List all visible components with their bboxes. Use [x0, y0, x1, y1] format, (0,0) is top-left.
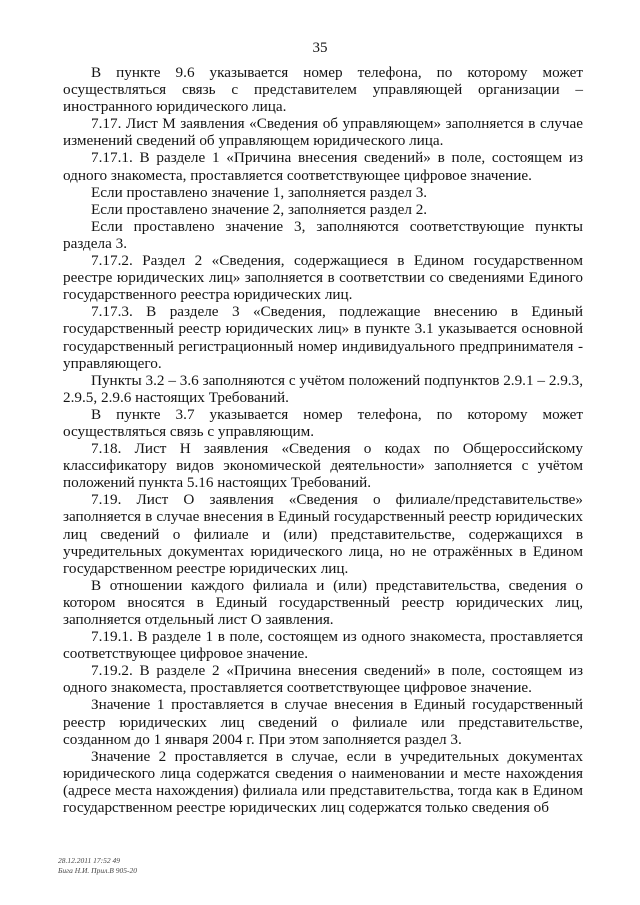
paragraph: 7.17.3. В разделе 3 «Сведения, подлежащие внесению в Единый государственный реестр юридических лиц» в пункте 3.1 указывается основной государственный регистрационный номер индивидуального предпринимателя - управляющего.: [63, 303, 583, 372]
paragraph: 7.19.2. В разделе 2 «Причина внесения сведений» в поле, состоящем из одного знакоместа, проставляется соответствующее цифровое значение.: [63, 662, 583, 697]
paragraph: 7.19. Лист О заявления «Сведения о филиале/представительстве» заполняется в случае внесения в Единый государственный реестр юридических лиц сведений о филиале и (или) представительстве, содержащихся в учредительных документах юридического лица, но не отражённых в Едином государственном реестре юридических лиц.: [63, 491, 583, 577]
paragraph: 7.17.1. В разделе 1 «Причина внесения сведений» в поле, состоящем из одного знакоместа, проставляется соответствующее цифровое значение.: [63, 149, 583, 184]
paragraph: Если проставлено значение 1, заполняется раздел 3.: [91, 183, 428, 201]
paragraph: Пункты 3.2 – 3.6 заполняются с учётом положений подпунктов 2.9.1 – 2.9.3, 2.9.5, 2.9.6 настоящих Требований.: [63, 371, 583, 406]
page-number: 35: [312, 40, 328, 56]
paragraph: В отношении каждого филиала и (или) представительства, сведения о котором вносятся в Единый государственный реестр юридических лиц, заполняется отдельный лист О заявления.: [63, 576, 583, 628]
paragraph: 7.18. Лист Н заявления «Сведения о кодах по Общероссийскому классификатору видов экономической деятельности» заполняется с учётом положений пункта 5.16 настоящих Требований.: [63, 440, 583, 492]
paragraph: В пункте 3.7 указывается номер телефона, по которому может осуществляться связь с управляющим.: [63, 405, 583, 440]
footer-file-reference: Бига Н.И. Прил.В 905-20: [58, 866, 137, 875]
page-footer: [58, 856, 137, 876]
document-text: [63, 64, 583, 816]
paragraph: 7.17.2. Раздел 2 «Сведения, содержащиеся в Едином государственном реестре юридических лиц» заполняется в соответствии со сведениями Единого государственного реестра юридических лиц.: [63, 252, 583, 304]
paragraph: В пункте 9.6 указывается номер телефона, по которому может осуществляться связь с представителем управляющей организации – иностранного юридического лица.: [63, 64, 583, 116]
paragraph: Если проставлено значение 2, заполняется раздел 2.: [91, 200, 428, 218]
paragraph: Если проставлено значение 3, заполняются соответствующие пункты раздела 3.: [63, 217, 583, 252]
paragraph: Значение 1 проставляется в случае внесения в Единый государственный реестр юридических лиц сведений о филиале или представительстве, созданном до 1 января 2004 г. При этом заполняется раздел 3.: [63, 696, 583, 748]
paragraph: Значение 2 проставляется в случае, если в учредительных документах юридического лица содержатся сведения о наименовании и месте нахождения (адресе места нахождения) филиала или представительства, тогда как в Едином государственном реестре юридических лиц содержатся только сведения об: [63, 747, 583, 817]
paragraph: 7.19.1. В разделе 1 в поле, состоящем из одного знакоместа, проставляется соответствующее цифровое значение.: [63, 628, 583, 663]
paragraph: 7.17. Лист М заявления «Сведения об управляющем» заполняется в случае изменений сведений об управляющем юридического лица.: [63, 115, 583, 150]
footer-timestamp: 28.12.2011 17:52 49: [58, 856, 120, 865]
